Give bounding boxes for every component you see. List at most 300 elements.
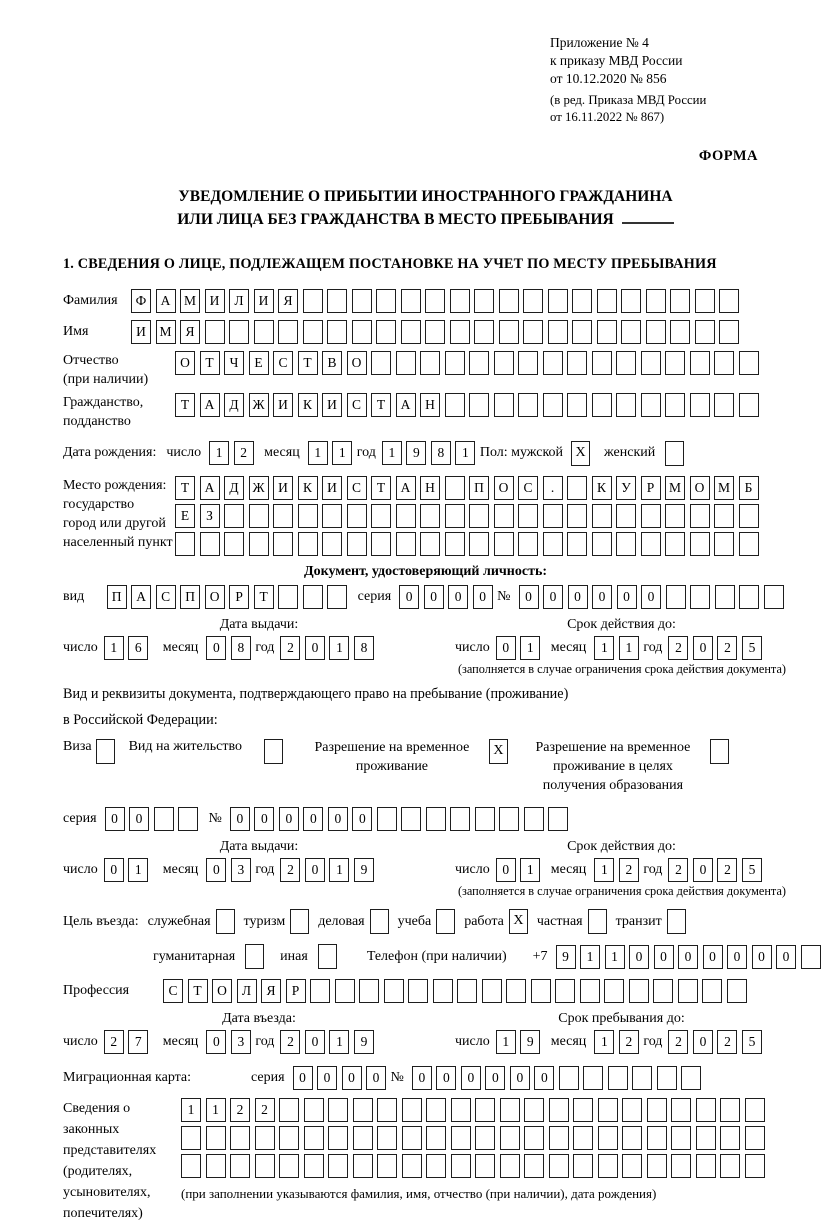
char-box[interactable] xyxy=(567,476,587,500)
purpose-work-checkbox[interactable]: X xyxy=(509,909,528,934)
char-box[interactable]: В xyxy=(322,351,342,375)
char-box[interactable]: 0 xyxy=(543,585,563,609)
char-box[interactable]: И xyxy=(273,476,293,500)
char-box[interactable]: 0 xyxy=(617,585,637,609)
char-box[interactable]: 0 xyxy=(206,858,226,882)
purpose-study-checkbox[interactable] xyxy=(436,909,455,934)
char-box[interactable] xyxy=(719,289,739,313)
char-box[interactable] xyxy=(616,351,636,375)
char-box[interactable]: 1 xyxy=(580,945,600,969)
char-box[interactable] xyxy=(572,289,592,313)
char-box[interactable] xyxy=(518,351,538,375)
char-box[interactable]: С xyxy=(347,393,367,417)
char-box[interactable] xyxy=(500,1098,520,1122)
char-box[interactable]: Л xyxy=(237,979,257,1003)
char-box[interactable] xyxy=(396,351,416,375)
char-box[interactable] xyxy=(665,532,685,556)
char-box[interactable]: 0 xyxy=(448,585,468,609)
char-box[interactable] xyxy=(632,1066,652,1090)
char-box[interactable] xyxy=(621,289,641,313)
char-box[interactable]: 1 xyxy=(496,1030,516,1054)
char-box[interactable] xyxy=(450,807,470,831)
char-box[interactable] xyxy=(328,1126,348,1150)
char-box[interactable]: 3 xyxy=(231,858,251,882)
char-box[interactable] xyxy=(543,504,563,528)
char-box[interactable] xyxy=(543,532,563,556)
char-box[interactable] xyxy=(224,504,244,528)
char-box[interactable]: 2 xyxy=(668,636,688,660)
char-box[interactable] xyxy=(450,320,470,344)
char-box[interactable] xyxy=(359,979,379,1003)
char-box[interactable] xyxy=(322,504,342,528)
char-box[interactable] xyxy=(475,807,495,831)
char-box[interactable] xyxy=(592,351,612,375)
char-box[interactable] xyxy=(279,1154,299,1178)
char-box[interactable]: 8 xyxy=(231,636,251,660)
char-box[interactable] xyxy=(681,1066,701,1090)
char-box[interactable]: 1 xyxy=(594,1030,614,1054)
char-box[interactable]: Т xyxy=(371,393,391,417)
char-box[interactable] xyxy=(573,1154,593,1178)
char-box[interactable] xyxy=(531,979,551,1003)
char-box[interactable] xyxy=(690,585,710,609)
char-box[interactable] xyxy=(401,807,421,831)
char-box[interactable] xyxy=(154,807,174,831)
char-box[interactable] xyxy=(377,1126,397,1150)
char-box[interactable]: 1 xyxy=(520,636,540,660)
char-box[interactable]: 2 xyxy=(717,1030,737,1054)
sex-male-checkbox[interactable]: X xyxy=(571,441,590,466)
char-box[interactable]: 2 xyxy=(280,858,300,882)
purpose-other-checkbox[interactable] xyxy=(318,944,337,969)
char-box[interactable]: 3 xyxy=(231,1030,251,1054)
char-box[interactable]: У xyxy=(616,476,636,500)
purpose-official-checkbox[interactable] xyxy=(216,909,235,934)
char-box[interactable]: 9 xyxy=(406,441,426,465)
char-box[interactable] xyxy=(445,393,465,417)
char-box[interactable] xyxy=(279,1126,299,1150)
char-box[interactable] xyxy=(523,289,543,313)
char-box[interactable]: 0 xyxy=(752,945,772,969)
char-box[interactable] xyxy=(475,1126,495,1150)
char-box[interactable] xyxy=(328,1154,348,1178)
char-box[interactable]: 0 xyxy=(534,1066,554,1090)
char-box[interactable] xyxy=(494,504,514,528)
char-box[interactable] xyxy=(445,476,465,500)
char-box[interactable] xyxy=(494,351,514,375)
char-box[interactable] xyxy=(641,351,661,375)
char-box[interactable]: Р xyxy=(641,476,661,500)
char-box[interactable] xyxy=(567,532,587,556)
char-box[interactable]: 0 xyxy=(293,1066,313,1090)
char-box[interactable] xyxy=(670,320,690,344)
char-box[interactable]: И xyxy=(254,289,274,313)
char-box[interactable]: 1 xyxy=(520,858,540,882)
char-box[interactable] xyxy=(739,393,759,417)
option-visa-checkbox[interactable] xyxy=(96,739,115,764)
char-box[interactable] xyxy=(494,393,514,417)
char-box[interactable]: И xyxy=(131,320,151,344)
char-box[interactable] xyxy=(549,1098,569,1122)
char-box[interactable] xyxy=(377,807,397,831)
char-box[interactable] xyxy=(524,807,544,831)
char-box[interactable] xyxy=(475,1154,495,1178)
char-box[interactable]: 9 xyxy=(354,1030,374,1054)
char-box[interactable] xyxy=(604,979,624,1003)
char-box[interactable]: 0 xyxy=(352,807,372,831)
char-box[interactable] xyxy=(719,320,739,344)
option-residence-permit-checkbox[interactable] xyxy=(264,739,283,764)
char-box[interactable] xyxy=(764,585,784,609)
char-box[interactable] xyxy=(714,393,734,417)
char-box[interactable] xyxy=(273,532,293,556)
char-box[interactable] xyxy=(451,1098,471,1122)
char-box[interactable] xyxy=(524,1154,544,1178)
char-box[interactable] xyxy=(598,1126,618,1150)
char-box[interactable]: 1 xyxy=(382,441,402,465)
char-box[interactable]: 2 xyxy=(234,441,254,465)
char-box[interactable] xyxy=(205,320,225,344)
char-box[interactable] xyxy=(376,289,396,313)
purpose-tourism-checkbox[interactable] xyxy=(290,909,309,934)
char-box[interactable] xyxy=(255,1154,275,1178)
char-box[interactable]: 0 xyxy=(703,945,723,969)
char-box[interactable]: 1 xyxy=(605,945,625,969)
char-box[interactable] xyxy=(518,504,538,528)
char-box[interactable]: Ч xyxy=(224,351,244,375)
char-box[interactable] xyxy=(474,289,494,313)
char-box[interactable]: 1 xyxy=(594,858,614,882)
char-box[interactable]: М xyxy=(180,289,200,313)
char-box[interactable]: 6 xyxy=(128,636,148,660)
char-box[interactable]: А xyxy=(131,585,151,609)
char-box[interactable] xyxy=(598,1154,618,1178)
char-box[interactable]: А xyxy=(396,476,416,500)
char-box[interactable] xyxy=(451,1126,471,1150)
char-box[interactable]: Т xyxy=(188,979,208,1003)
char-box[interactable] xyxy=(739,504,759,528)
char-box[interactable] xyxy=(696,1154,716,1178)
char-box[interactable]: 1 xyxy=(619,636,639,660)
char-box[interactable] xyxy=(549,1126,569,1150)
char-box[interactable]: 0 xyxy=(693,1030,713,1054)
char-box[interactable] xyxy=(555,979,575,1003)
char-box[interactable] xyxy=(500,1154,520,1178)
char-box[interactable] xyxy=(583,1066,603,1090)
char-box[interactable] xyxy=(506,979,526,1003)
char-box[interactable] xyxy=(426,1154,446,1178)
char-box[interactable]: К xyxy=(298,476,318,500)
char-box[interactable] xyxy=(347,532,367,556)
char-box[interactable]: 9 xyxy=(354,858,374,882)
char-box[interactable] xyxy=(597,320,617,344)
char-box[interactable] xyxy=(482,979,502,1003)
char-box[interactable]: 5 xyxy=(742,858,762,882)
char-box[interactable] xyxy=(695,320,715,344)
char-box[interactable] xyxy=(425,289,445,313)
char-box[interactable] xyxy=(696,1126,716,1150)
char-box[interactable] xyxy=(249,532,269,556)
char-box[interactable] xyxy=(273,504,293,528)
char-box[interactable] xyxy=(690,351,710,375)
char-box[interactable]: О xyxy=(690,476,710,500)
char-box[interactable]: И xyxy=(322,393,342,417)
char-box[interactable] xyxy=(665,351,685,375)
char-box[interactable] xyxy=(616,532,636,556)
char-box[interactable] xyxy=(598,1098,618,1122)
char-box[interactable] xyxy=(229,320,249,344)
char-box[interactable]: 0 xyxy=(328,807,348,831)
char-box[interactable] xyxy=(328,1098,348,1122)
char-box[interactable] xyxy=(494,532,514,556)
char-box[interactable] xyxy=(714,351,734,375)
char-box[interactable]: И xyxy=(273,393,293,417)
char-box[interactable] xyxy=(433,979,453,1003)
char-box[interactable] xyxy=(469,351,489,375)
char-box[interactable]: А xyxy=(200,476,220,500)
char-box[interactable] xyxy=(445,351,465,375)
char-box[interactable] xyxy=(499,807,519,831)
char-box[interactable]: Д xyxy=(224,476,244,500)
char-box[interactable] xyxy=(524,1126,544,1150)
char-box[interactable] xyxy=(475,1098,495,1122)
char-box[interactable] xyxy=(499,320,519,344)
char-box[interactable] xyxy=(671,1098,691,1122)
char-box[interactable]: 5 xyxy=(742,1030,762,1054)
char-box[interactable]: О xyxy=(205,585,225,609)
char-box[interactable] xyxy=(206,1154,226,1178)
char-box[interactable] xyxy=(402,1154,422,1178)
char-box[interactable]: П xyxy=(180,585,200,609)
char-box[interactable]: К xyxy=(298,393,318,417)
char-box[interactable] xyxy=(499,289,519,313)
char-box[interactable]: А xyxy=(396,393,416,417)
char-box[interactable]: 9 xyxy=(520,1030,540,1054)
char-box[interactable] xyxy=(255,1126,275,1150)
char-box[interactable]: 0 xyxy=(305,636,325,660)
char-box[interactable]: 0 xyxy=(436,1066,456,1090)
char-box[interactable]: Я xyxy=(180,320,200,344)
char-box[interactable] xyxy=(616,393,636,417)
char-box[interactable]: 1 xyxy=(329,1030,349,1054)
char-box[interactable] xyxy=(371,504,391,528)
char-box[interactable] xyxy=(310,979,330,1003)
purpose-private-checkbox[interactable] xyxy=(588,909,607,934)
char-box[interactable] xyxy=(548,807,568,831)
char-box[interactable] xyxy=(327,585,347,609)
char-box[interactable]: 1 xyxy=(209,441,229,465)
char-box[interactable]: Н xyxy=(420,476,440,500)
char-box[interactable]: 1 xyxy=(308,441,328,465)
char-box[interactable] xyxy=(353,1154,373,1178)
char-box[interactable] xyxy=(549,1154,569,1178)
char-box[interactable] xyxy=(714,532,734,556)
sex-female-checkbox[interactable] xyxy=(665,441,684,466)
char-box[interactable]: С xyxy=(156,585,176,609)
char-box[interactable] xyxy=(608,1066,628,1090)
char-box[interactable] xyxy=(469,393,489,417)
char-box[interactable]: 0 xyxy=(305,1030,325,1054)
char-box[interactable] xyxy=(629,979,649,1003)
char-box[interactable]: 1 xyxy=(455,441,475,465)
char-box[interactable]: А xyxy=(156,289,176,313)
char-box[interactable] xyxy=(657,1066,677,1090)
char-box[interactable]: 0 xyxy=(510,1066,530,1090)
char-box[interactable]: 0 xyxy=(254,807,274,831)
char-box[interactable]: С xyxy=(347,476,367,500)
char-box[interactable] xyxy=(254,320,274,344)
char-box[interactable]: 7 xyxy=(128,1030,148,1054)
char-box[interactable]: 1 xyxy=(594,636,614,660)
char-box[interactable] xyxy=(647,1126,667,1150)
char-box[interactable] xyxy=(646,289,666,313)
char-box[interactable] xyxy=(353,1098,373,1122)
char-box[interactable]: 1 xyxy=(329,636,349,660)
char-box[interactable]: 0 xyxy=(317,1066,337,1090)
char-box[interactable]: 2 xyxy=(104,1030,124,1054)
char-box[interactable] xyxy=(347,504,367,528)
char-box[interactable] xyxy=(230,1126,250,1150)
char-box[interactable] xyxy=(230,1154,250,1178)
char-box[interactable]: П xyxy=(469,476,489,500)
char-box[interactable]: Т xyxy=(371,476,391,500)
char-box[interactable]: Я xyxy=(278,289,298,313)
char-box[interactable]: 9 xyxy=(556,945,576,969)
char-box[interactable] xyxy=(426,807,446,831)
char-box[interactable]: 0 xyxy=(104,858,124,882)
char-box[interactable]: 0 xyxy=(485,1066,505,1090)
char-box[interactable] xyxy=(327,289,347,313)
char-box[interactable]: Н xyxy=(420,393,440,417)
char-box[interactable] xyxy=(469,504,489,528)
char-box[interactable]: Я xyxy=(261,979,281,1003)
char-box[interactable] xyxy=(567,504,587,528)
char-box[interactable]: О xyxy=(347,351,367,375)
char-box[interactable] xyxy=(181,1154,201,1178)
char-box[interactable] xyxy=(715,585,735,609)
char-box[interactable]: Т xyxy=(298,351,318,375)
char-box[interactable] xyxy=(178,807,198,831)
char-box[interactable] xyxy=(420,532,440,556)
char-box[interactable] xyxy=(641,393,661,417)
purpose-transit-checkbox[interactable] xyxy=(667,909,686,934)
char-box[interactable]: 1 xyxy=(206,1098,226,1122)
char-box[interactable]: Т xyxy=(175,476,195,500)
char-box[interactable] xyxy=(801,945,821,969)
char-box[interactable] xyxy=(401,320,421,344)
char-box[interactable]: 0 xyxy=(206,1030,226,1054)
char-box[interactable] xyxy=(303,585,323,609)
char-box[interactable]: П xyxy=(107,585,127,609)
char-box[interactable] xyxy=(469,532,489,556)
char-box[interactable]: 2 xyxy=(230,1098,250,1122)
char-box[interactable]: Т xyxy=(175,393,195,417)
char-box[interactable] xyxy=(641,532,661,556)
char-box[interactable]: Д xyxy=(224,393,244,417)
option-temp-residence-edu-checkbox[interactable] xyxy=(710,739,729,764)
char-box[interactable]: М xyxy=(156,320,176,344)
char-box[interactable] xyxy=(175,532,195,556)
purpose-business-checkbox[interactable] xyxy=(370,909,389,934)
char-box[interactable] xyxy=(670,289,690,313)
char-box[interactable]: 0 xyxy=(473,585,493,609)
char-box[interactable] xyxy=(622,1126,642,1150)
char-box[interactable]: Е xyxy=(249,351,269,375)
char-box[interactable] xyxy=(745,1126,765,1150)
char-box[interactable] xyxy=(420,504,440,528)
char-box[interactable]: 2 xyxy=(668,858,688,882)
char-box[interactable] xyxy=(396,504,416,528)
char-box[interactable] xyxy=(580,979,600,1003)
char-box[interactable] xyxy=(384,979,404,1003)
char-box[interactable]: 0 xyxy=(105,807,125,831)
char-box[interactable] xyxy=(696,1098,716,1122)
char-box[interactable] xyxy=(327,320,347,344)
char-box[interactable] xyxy=(371,532,391,556)
char-box[interactable]: Л xyxy=(229,289,249,313)
char-box[interactable]: 0 xyxy=(496,858,516,882)
char-box[interactable]: 0 xyxy=(424,585,444,609)
char-box[interactable] xyxy=(720,1098,740,1122)
char-box[interactable]: 0 xyxy=(641,585,661,609)
char-box[interactable] xyxy=(592,532,612,556)
char-box[interactable] xyxy=(278,585,298,609)
char-box[interactable] xyxy=(671,1126,691,1150)
char-box[interactable]: 0 xyxy=(303,807,323,831)
char-box[interactable] xyxy=(402,1126,422,1150)
char-box[interactable]: 0 xyxy=(461,1066,481,1090)
char-box[interactable]: 2 xyxy=(619,1030,639,1054)
char-box[interactable]: 0 xyxy=(678,945,698,969)
char-box[interactable] xyxy=(621,320,641,344)
char-box[interactable]: М xyxy=(665,476,685,500)
char-box[interactable]: 0 xyxy=(496,636,516,660)
char-box[interactable]: О xyxy=(175,351,195,375)
char-box[interactable] xyxy=(402,1098,422,1122)
char-box[interactable]: 1 xyxy=(181,1098,201,1122)
char-box[interactable] xyxy=(451,1154,471,1178)
char-box[interactable] xyxy=(396,532,416,556)
char-box[interactable] xyxy=(200,532,220,556)
char-box[interactable] xyxy=(567,393,587,417)
char-box[interactable] xyxy=(408,979,428,1003)
char-box[interactable]: 2 xyxy=(280,636,300,660)
char-box[interactable] xyxy=(739,585,759,609)
char-box[interactable] xyxy=(695,289,715,313)
char-box[interactable] xyxy=(690,532,710,556)
char-box[interactable]: 2 xyxy=(668,1030,688,1054)
char-box[interactable]: 1 xyxy=(104,636,124,660)
char-box[interactable] xyxy=(641,504,661,528)
char-box[interactable]: 0 xyxy=(206,636,226,660)
char-box[interactable] xyxy=(420,351,440,375)
char-box[interactable] xyxy=(690,504,710,528)
char-box[interactable]: 2 xyxy=(619,858,639,882)
char-box[interactable] xyxy=(445,504,465,528)
char-box[interactable]: Е xyxy=(175,504,195,528)
char-box[interactable] xyxy=(739,532,759,556)
char-box[interactable] xyxy=(304,1098,324,1122)
char-box[interactable] xyxy=(559,1066,579,1090)
char-box[interactable]: 0 xyxy=(412,1066,432,1090)
char-box[interactable] xyxy=(727,979,747,1003)
char-box[interactable]: 2 xyxy=(717,858,737,882)
char-box[interactable] xyxy=(622,1098,642,1122)
char-box[interactable]: Ж xyxy=(249,393,269,417)
char-box[interactable] xyxy=(181,1126,201,1150)
char-box[interactable]: 8 xyxy=(354,636,374,660)
char-box[interactable] xyxy=(298,504,318,528)
